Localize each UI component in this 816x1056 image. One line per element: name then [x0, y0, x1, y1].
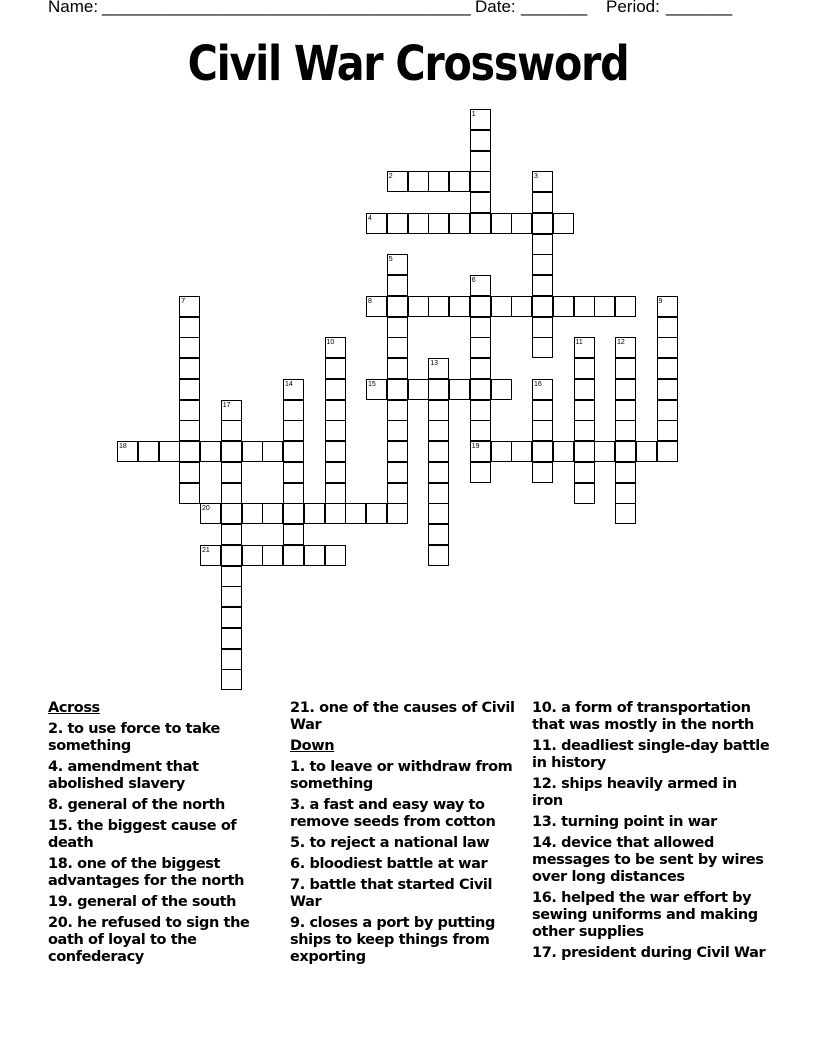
crossword-cell[interactable]: [594, 296, 615, 317]
crossword-cell[interactable]: [470, 296, 491, 317]
clue-text: general of the north: [62, 797, 225, 813]
cell-number: 10: [326, 339, 335, 347]
crossword-cell[interactable]: [408, 296, 429, 317]
crossword-cell[interactable]: [657, 379, 678, 400]
crossword-cell[interactable]: [179, 400, 200, 421]
crossword-cell[interactable]: [283, 545, 304, 566]
crossword-cell[interactable]: [657, 441, 678, 462]
clue-item: [48, 856, 278, 890]
crossword-cell[interactable]: [325, 379, 346, 400]
crossword-cell[interactable]: [221, 441, 242, 462]
clue-text: helped the war effort by sewing uniforms and making other supplies: [532, 890, 758, 940]
cell-number: 8: [368, 297, 372, 305]
crossword-cell[interactable]: [345, 503, 366, 524]
crossword-cell[interactable]: [408, 171, 429, 192]
cell-number: 15: [368, 380, 376, 388]
cell-number: 2: [388, 173, 393, 181]
clue-text: ships heavily armed in iron: [532, 776, 737, 809]
crossword-cell[interactable]: [532, 275, 553, 296]
crossword-cell[interactable]: [532, 296, 553, 317]
crossword-cell[interactable]: [325, 420, 346, 441]
clue-item: [48, 797, 278, 814]
crossword-cell[interactable]: [428, 524, 449, 545]
crossword-cell[interactable]: [221, 503, 242, 524]
clue-item: [290, 835, 520, 852]
clue-text: turning point in war: [556, 814, 717, 830]
clue-text: device that allowed messages to be sent by wires over long distances: [532, 835, 764, 885]
crossword-cell[interactable]: [221, 420, 242, 441]
cell-number: 5: [388, 256, 393, 264]
clue-number: 5.: [290, 835, 305, 851]
crossword-cell[interactable]: [428, 545, 449, 566]
clue-number: 21.: [290, 700, 315, 716]
crossword-cell[interactable]: [179, 441, 200, 462]
crossword-cell[interactable]: [221, 649, 242, 670]
cell-number: 9: [658, 297, 663, 305]
crossword-cell[interactable]: [179, 420, 200, 441]
crossword-cell[interactable]: [532, 337, 553, 358]
crossword-cell[interactable]: [491, 296, 512, 317]
crossword-cell[interactable]: [221, 607, 242, 628]
clue-number: 13.: [532, 814, 557, 830]
crossword-cell[interactable]: [470, 317, 491, 338]
crossword-cell[interactable]: [470, 400, 491, 421]
crossword-cell[interactable]: [449, 296, 470, 317]
cell-number: 14: [285, 380, 293, 388]
crossword-cell[interactable]: [387, 379, 408, 400]
date-line[interactable]: _______: [521, 0, 588, 16]
crossword-cell[interactable]: [470, 151, 491, 172]
crossword-cell[interactable]: [532, 192, 553, 213]
crossword-cell[interactable]: [387, 358, 408, 379]
clue-item: [48, 759, 278, 793]
clue-item: [48, 721, 278, 755]
crossword-cell[interactable]: [636, 441, 657, 462]
crossword-cell[interactable]: [179, 379, 200, 400]
crossword-cell[interactable]: [470, 192, 491, 213]
crossword-cell[interactable]: [159, 441, 180, 462]
crossword-cell[interactable]: [532, 254, 553, 275]
crossword-cell[interactable]: [262, 503, 283, 524]
cell-number: 12: [617, 339, 625, 347]
crossword-cell[interactable]: [325, 503, 346, 524]
clue-number: 12.: [532, 776, 557, 792]
crossword-cell[interactable]: [470, 213, 491, 234]
crossword-cell[interactable]: [283, 420, 304, 441]
crossword-cell[interactable]: [657, 358, 678, 379]
crossword-cell[interactable]: [532, 317, 553, 338]
clue-item: [48, 818, 278, 852]
crossword-cell[interactable]: [408, 379, 429, 400]
crossword-cell[interactable]: [428, 420, 449, 441]
crossword-cell[interactable]: [387, 337, 408, 358]
clue-text: to leave or withdraw from something: [290, 759, 513, 792]
crossword-cell[interactable]: [553, 213, 574, 234]
crossword-cell[interactable]: [449, 213, 470, 234]
crossword-cell[interactable]: [366, 503, 387, 524]
crossword-cell[interactable]: [221, 462, 242, 483]
clue-number: 6.: [290, 856, 305, 872]
crossword-cell[interactable]: [532, 234, 553, 255]
crossword-cell[interactable]: [325, 441, 346, 462]
crossword-cell[interactable]: [242, 545, 263, 566]
cell-number: 18: [119, 443, 127, 450]
period-line[interactable]: _______: [666, 0, 733, 16]
crossword-cell[interactable]: [574, 483, 595, 504]
clue-item: [532, 776, 772, 810]
clue-text: to reject a national law: [304, 835, 490, 851]
crossword-cell[interactable]: [283, 400, 304, 421]
crossword-cell[interactable]: [470, 379, 491, 400]
clue-text: a form of transportation that was mostly in the north: [532, 700, 754, 733]
crossword-cell[interactable]: [221, 566, 242, 587]
crossword-cell[interactable]: [138, 441, 159, 462]
crossword-cell[interactable]: [657, 400, 678, 421]
crossword-cell[interactable]: [387, 400, 408, 421]
crossword-cell[interactable]: [615, 420, 636, 441]
clue-number: 7.: [290, 877, 305, 893]
crossword-cell[interactable]: [491, 213, 512, 234]
crossword-cell[interactable]: [283, 524, 304, 545]
cell-number: 19: [471, 443, 480, 450]
cell-number: 1: [471, 111, 476, 118]
cell-number: 11: [575, 339, 583, 347]
clue-number: 20.: [48, 915, 73, 931]
crossword-cell[interactable]: [283, 503, 304, 524]
cell-number: 17: [222, 401, 231, 409]
crossword-cell[interactable]: [532, 213, 553, 234]
name-label: Name:: [48, 0, 99, 16]
crossword-cell[interactable]: [470, 358, 491, 379]
crossword-cell[interactable]: [574, 420, 595, 441]
crossword-cell[interactable]: [615, 358, 636, 379]
crossword-cell[interactable]: [449, 171, 470, 192]
crossword-cell[interactable]: [657, 420, 678, 441]
crossword-cell[interactable]: [221, 545, 242, 566]
clue-text: bloodiest battle at war: [304, 856, 488, 872]
clue-item: [290, 700, 520, 734]
crossword-cell[interactable]: [387, 213, 408, 234]
clue-text: one of the biggest advantages for the north: [48, 856, 245, 889]
clue-number: 10.: [532, 700, 557, 716]
crossword-cell[interactable]: [428, 213, 449, 234]
clue-text: one of the causes of Civil War: [290, 700, 515, 733]
crossword-cell[interactable]: [428, 503, 449, 524]
clue-text: to use force to take something: [48, 721, 220, 754]
page-title: Civil War Crossword: [187, 36, 629, 92]
crossword-cell[interactable]: [387, 420, 408, 441]
clue-text: closes a port by putting ships to keep things from exporting: [290, 915, 495, 965]
clue-number: 3.: [290, 797, 305, 813]
crossword-cell[interactable]: [532, 420, 553, 441]
date-label: Date:: [475, 0, 516, 16]
down-heading: Down: [290, 738, 335, 754]
crossword-cell[interactable]: [283, 483, 304, 504]
crossword-cell[interactable]: [179, 337, 200, 358]
clue-item: [290, 759, 520, 793]
clue-number: 11.: [532, 738, 557, 754]
crossword-cell[interactable]: [242, 503, 263, 524]
crossword-cell[interactable]: [449, 379, 470, 400]
clue-number: 17.: [532, 945, 557, 961]
crossword-cell[interactable]: [262, 545, 283, 566]
cell-number: 4: [368, 214, 372, 222]
crossword-cell[interactable]: [470, 420, 491, 441]
crossword-cell[interactable]: [325, 400, 346, 421]
cell-number: 7: [181, 297, 186, 305]
clue-text: battle that started Civil War: [290, 877, 493, 910]
clue-number: 8.: [48, 797, 63, 813]
crossword-cell[interactable]: [262, 441, 283, 462]
clue-item: [532, 835, 772, 886]
crossword-cell[interactable]: [428, 483, 449, 504]
crossword-cell[interactable]: [532, 441, 553, 462]
crossword-cell[interactable]: [574, 358, 595, 379]
clue-number: 1.: [290, 759, 305, 775]
crossword-cell[interactable]: [221, 586, 242, 607]
crossword-cell[interactable]: [428, 379, 449, 400]
crossword-cell[interactable]: [179, 462, 200, 483]
crossword-cell[interactable]: [428, 171, 449, 192]
clue-item: [290, 797, 520, 831]
clue-number: 14.: [532, 835, 557, 851]
crossword-cell[interactable]: [387, 483, 408, 504]
clue-number: 4.: [48, 759, 63, 775]
crossword-cell[interactable]: [553, 296, 574, 317]
clue-number: 9.: [290, 915, 305, 931]
crossword-cell[interactable]: [511, 213, 532, 234]
crossword-cell[interactable]: [574, 462, 595, 483]
clue-column-2: [290, 700, 520, 970]
crossword-cell[interactable]: [470, 171, 491, 192]
crossword-cell[interactable]: [491, 379, 512, 400]
crossword-cell[interactable]: [470, 130, 491, 151]
crossword-cell[interactable]: [657, 317, 678, 338]
crossword-cell[interactable]: [615, 441, 636, 462]
clue-text: amendment that abolished slavery: [48, 759, 199, 792]
crossword-cell[interactable]: [553, 441, 574, 462]
period-label: Period:: [606, 0, 660, 16]
clue-number: 15.: [48, 818, 73, 834]
crossword-cell[interactable]: [221, 669, 242, 690]
crossword-cell[interactable]: [470, 462, 491, 483]
crossword-cell[interactable]: [387, 441, 408, 462]
crossword-cell[interactable]: [304, 503, 325, 524]
clue-text: general of the south: [72, 894, 237, 910]
crossword-cell[interactable]: [242, 441, 263, 462]
clue-number: 19.: [48, 894, 73, 910]
clue-item: [532, 700, 772, 734]
crossword-cell[interactable]: [511, 441, 532, 462]
crossword-cell[interactable]: [574, 441, 595, 462]
clue-text: president during Civil War: [556, 945, 766, 961]
crossword-cell[interactable]: [387, 296, 408, 317]
clue-item: [532, 738, 772, 772]
crossword-cell[interactable]: [179, 358, 200, 379]
crossword-cell[interactable]: [615, 503, 636, 524]
cell-number: 20: [202, 505, 210, 513]
clue-column-1: [48, 700, 278, 970]
clue-item: [290, 915, 520, 966]
crossword-cell[interactable]: [179, 317, 200, 338]
crossword-cell[interactable]: [221, 524, 242, 545]
cell-number: 21: [202, 546, 210, 554]
crossword-cell[interactable]: [221, 628, 242, 649]
crossword-cell[interactable]: [408, 213, 429, 234]
crossword-cell[interactable]: [200, 441, 221, 462]
cell-number: 3: [534, 173, 538, 181]
clue-item: [290, 856, 520, 873]
crossword-cell[interactable]: [428, 400, 449, 421]
crossword-cell[interactable]: [615, 400, 636, 421]
clue-column-3: [532, 700, 772, 966]
crossword-cell[interactable]: [428, 441, 449, 462]
clue-item: [290, 877, 520, 911]
clue-text: he refused to sign the oath of loyal to the confederacy: [48, 915, 250, 965]
crossword-cell[interactable]: [574, 379, 595, 400]
clue-item: [532, 890, 772, 941]
crossword-cell[interactable]: [325, 358, 346, 379]
clue-text: the biggest cause of death: [48, 818, 237, 851]
crossword-cell[interactable]: [657, 337, 678, 358]
crossword-cell[interactable]: [387, 462, 408, 483]
crossword-cell[interactable]: [615, 462, 636, 483]
crossword-cell[interactable]: [470, 337, 491, 358]
clue-number: 16.: [532, 890, 557, 906]
crossword-cell[interactable]: [594, 441, 615, 462]
clue-number: 18.: [48, 856, 73, 872]
crossword-cell[interactable]: [574, 400, 595, 421]
crossword-cell[interactable]: [428, 296, 449, 317]
crossword-cell[interactable]: [532, 400, 553, 421]
crossword-cell[interactable]: [615, 379, 636, 400]
cell-number: 6: [471, 277, 476, 284]
crossword-cell[interactable]: [325, 462, 346, 483]
clue-number: 2.: [48, 721, 63, 737]
crossword-cell[interactable]: [615, 296, 636, 317]
crossword-cell[interactable]: [387, 275, 408, 296]
crossword-cell[interactable]: [325, 483, 346, 504]
crossword-cell[interactable]: [615, 483, 636, 504]
crossword-cell[interactable]: [491, 441, 512, 462]
clue-text: deadliest single-day battle in history: [532, 738, 770, 771]
crossword-cell[interactable]: [574, 296, 595, 317]
crossword-cell[interactable]: [304, 545, 325, 566]
clue-text: a fast and easy way to remove seeds from cotton: [290, 797, 496, 830]
cell-number: 13: [430, 360, 439, 367]
clue-item: [532, 945, 772, 962]
clue-item: [48, 915, 278, 966]
crossword-cell[interactable]: [387, 317, 408, 338]
crossword-cell[interactable]: [511, 296, 532, 317]
crossword-cell[interactable]: [283, 462, 304, 483]
crossword-cell[interactable]: [387, 503, 408, 524]
cell-number: 16: [534, 380, 542, 388]
clue-item: [48, 894, 278, 911]
crossword-cell[interactable]: [428, 462, 449, 483]
crossword-cell[interactable]: [283, 441, 304, 462]
clue-item: [532, 814, 772, 831]
crossword-cell[interactable]: [179, 483, 200, 504]
crossword-cell[interactable]: [221, 483, 242, 504]
crossword-cell[interactable]: [532, 462, 553, 483]
across-heading: Across: [48, 700, 100, 716]
crossword-cell[interactable]: [325, 545, 346, 566]
name-line[interactable]: _______________________________________: [102, 0, 471, 16]
